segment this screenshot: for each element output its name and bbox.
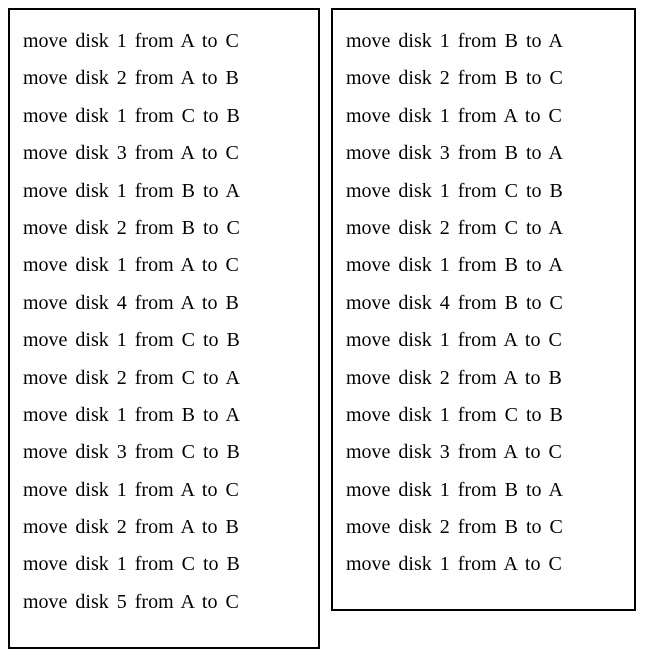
- move-line: move disk 1 from B to A: [23, 179, 240, 202]
- move-line: move disk 3 from A to C: [346, 441, 562, 464]
- move-line: move disk 2 from A to B: [23, 67, 239, 90]
- move-line: move disk 2 from C to A: [346, 216, 563, 239]
- move-line: move disk 1 from B to A: [23, 403, 240, 426]
- move-line: move disk 1 from A to C: [346, 553, 562, 576]
- move-line: move disk 5 from A to C: [23, 590, 239, 613]
- move-line: move disk 3 from B to A: [346, 142, 563, 165]
- move-list-left: [23, 28, 240, 626]
- move-line: move disk 3 from A to C: [23, 142, 239, 165]
- moves-panel-right: [331, 8, 636, 611]
- move-line: move disk 1 from C to B: [346, 403, 563, 426]
- move-line: move disk 4 from A to B: [23, 291, 239, 314]
- move-line: move disk 2 from C to A: [23, 366, 240, 389]
- move-line: move disk 2 from A to B: [23, 516, 239, 539]
- move-line: move disk 1 from A to C: [23, 30, 239, 52]
- move-line: move disk 1 from C to B: [23, 104, 240, 127]
- move-line: move disk 2 from A to B: [346, 366, 562, 389]
- move-line: move disk 1 from B to A: [346, 254, 563, 277]
- move-line: move disk 1 from A to C: [23, 254, 239, 277]
- move-line: move disk 1 from C to B: [346, 179, 563, 202]
- move-line: move disk 1 from A to C: [346, 104, 562, 127]
- move-line: move disk 3 from C to B: [23, 441, 240, 464]
- moves-panel-left: [8, 8, 320, 649]
- move-line: move disk 1 from A to C: [23, 478, 239, 501]
- move-list-right: [346, 28, 563, 589]
- move-line: move disk 1 from B to A: [346, 30, 563, 52]
- move-line: move disk 4 from B to C: [346, 291, 563, 314]
- move-line: move disk 1 from A to C: [346, 329, 562, 352]
- move-line: move disk 1 from B to A: [346, 478, 563, 501]
- move-line: move disk 2 from B to C: [346, 67, 563, 90]
- move-line: move disk 1 from C to B: [23, 329, 240, 352]
- move-line: move disk 1 from C to B: [23, 553, 240, 576]
- move-line: move disk 2 from B to C: [346, 516, 563, 539]
- move-line: move disk 2 from B to C: [23, 216, 240, 239]
